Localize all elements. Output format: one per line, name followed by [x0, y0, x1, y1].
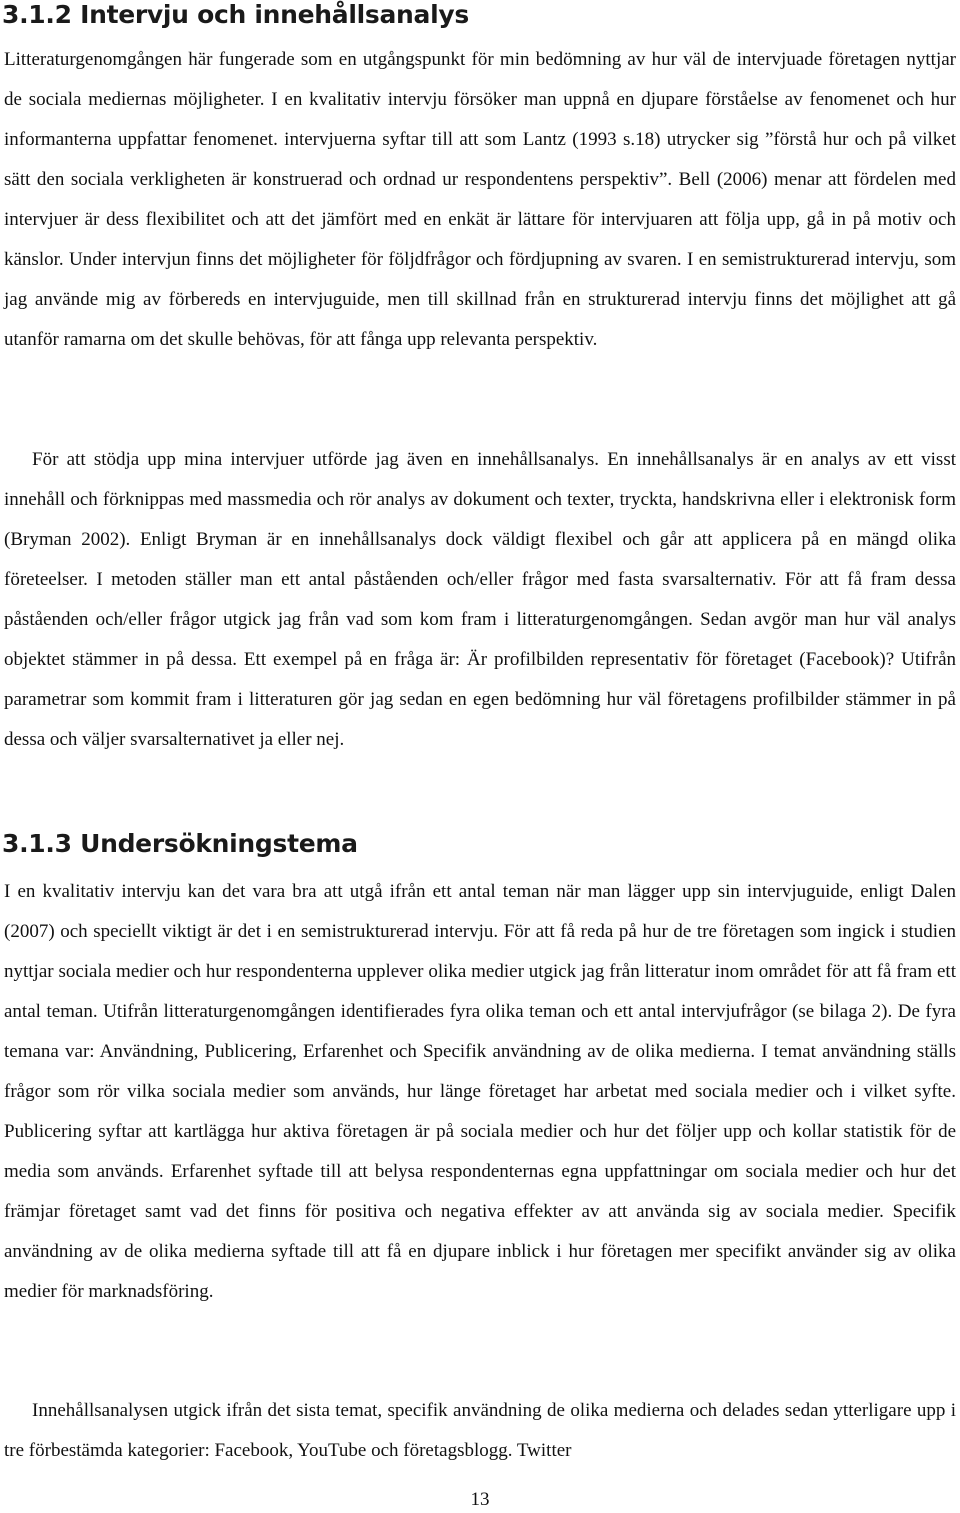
- page-number: 13: [470, 1489, 490, 1510]
- paragraph-content-analysis: [4, 440, 956, 760]
- paragraph-content-analysis-text: För att stödja upp mina intervjuer utförde jag även en innehållsanalys. En innehållsanalys är en analys av ett visst innehåll och förknippas med massmedia och rör analys av dokument och texter, tryckta, handskrivna eller i elektronisk form (Bryman 2002). Enligt Bryman är en innehållsanalys dock väldigt flexibel och går att applicera på en mängd olika företeelser. I metoden ställer man ett antal påståenden och/eller frågor med fasta svarsalternativ. För att få fram dessa påståenden och/eller frågor utgick jag från vad som kom fram i litteraturgenomgången. Sedan avgör man hur väl analys objektet stämmer in på dessa. Ett exempel på en fråga är: Är profilbilden representativ för företaget (Facebook)? Utifrån parametrar som kommit fram i litteraturen gör jag sedan en egen bedömning hur väl företagens profilbilder stämmer in på dessa och väljer svarsalternativet ja eller nej.: [4, 449, 956, 750]
- paragraph-research-themes: I en kvalitativ intervju kan det vara bra att utgå ifrån ett antal teman när man lägger upp sin intervjuguide, enligt Dalen (2007) och speciellt viktigt är det i en semistrukturerad intervju. För att få reda på hur de tre företagen som ingick i studien nyttjar sociala medier och hur respondenterna upplever olika medier utgick jag från litteratur inom området för att få fram ett antal teman. Utifrån litteraturgenomgången identifierades fyra olika teman och ett antal intervjufrågor (se bilaga 2). De fyra temana var: Användning, Publicering, Erfarenhet och Specifik användning av de olika medierna. I temat användning ställs frågor som rör vilka sociala medier som används, hur länge företaget har arbetat med sociala medier och i vilket syfte. Publicering syftar att kartlägga hur aktiva företagen är på sociala medier och hur det följer upp och kollar statistik för de media som används. Erfarenhet syftade till att belysa respondenternas egna uppfattningar om sociala medier och hur det främjar företaget samt vad det finns för positiva och negativa effekter av att använda sig av sociala medier. Specifik användning av de olika medierna syftade till att få en djupare inblick i hur företagen mer specifikt använder sig av olika medier för marknadsföring.: [4, 881, 956, 1302]
- section-heading-3-1-2: 3.1.2 Intervju och innehållsanalys: [2, 0, 469, 29]
- section-heading-3-1-3: 3.1.3 Undersökningstema: [2, 829, 358, 858]
- paragraph-interview-method: Litteraturgenomgången här fungerade som en utgångspunkt för min bedömning av hur väl de intervjuade företagen nyttjar de sociala mediernas möjligheter. I en kvalitativ intervju försöker man uppnå en djupare förståelse av fenomenet och hur informanterna uppfattar fenomenet. intervjuerna syftar till att som Lantz (1993 s.18) utrycker sig ”förstå hur och på vilket sätt den sociala verkligheten är konstruerad och ordnad ur respondentens perspektiv”. Bell (2006) menar att fördelen med intervjuer är dess flexibilitet och att det jämfört med en enkät är lättare för intervjuaren att följa upp, gå in på motiv och känslor. Under intervjun finns det möjligheter för följdfrågor och fördjupning av svaren. I en semistrukturerad intervju, som jag använde mig av förbereds en intervjuguide, men till skillnad från en strukturerad intervju finns det möjlighet att gå utanför ramarna om det skulle behövas, för att fånga upp relevanta perspektiv.: [4, 49, 956, 350]
- paragraph-analysis-categories: [4, 1391, 956, 1471]
- paragraph-analysis-categories-text: Innehållsanalysen utgick ifrån det sista temat, specifik användning de olika medierna och delades sedan ytterligare upp i tre förbestämda kategorier: Facebook, YouTube och företagsblogg. Twitter: [4, 1400, 956, 1461]
